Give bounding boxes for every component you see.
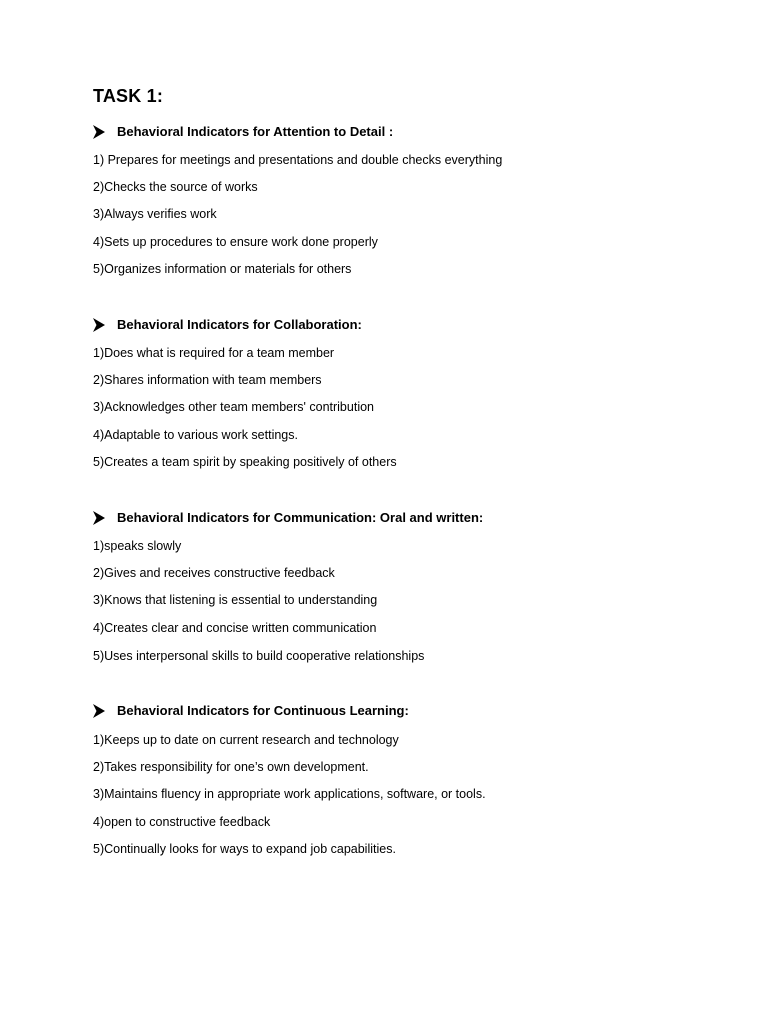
arrowhead-bullet-icon bbox=[92, 124, 106, 140]
arrowhead-bullet-icon bbox=[92, 703, 106, 719]
list-item: 1)Keeps up to date on current research and technology bbox=[93, 733, 399, 747]
list-item: 4)Sets up procedures to ensure work done properly bbox=[93, 235, 378, 249]
list-item: 2)Shares information with team members bbox=[93, 373, 322, 387]
task-title: TASK 1: bbox=[93, 86, 164, 106]
section-heading bbox=[0, 703, 700, 721]
section-heading-text: Behavioral Indicators for Collaboration: bbox=[117, 317, 362, 332]
list-item: 4)Adaptable to various work settings. bbox=[93, 428, 298, 442]
list-item: 2)Checks the source of works bbox=[93, 180, 258, 194]
list-item: 5)Creates a team spirit by speaking positively of others bbox=[93, 455, 397, 469]
list-item: 2)Takes responsibility for one’s own development. bbox=[93, 760, 369, 774]
list-item: 1) Prepares for meetings and presentations and double checks everything bbox=[93, 153, 503, 167]
list-item: 1)Does what is required for a team member bbox=[93, 346, 335, 360]
arrowhead-bullet-icon bbox=[92, 510, 106, 526]
list-item: 3)Maintains fluency in appropriate work applications, software, or tools. bbox=[93, 787, 486, 801]
list-item: 2)Gives and receives constructive feedback bbox=[93, 566, 335, 580]
section-heading bbox=[0, 510, 700, 528]
list-item: 4)Creates clear and concise written communication bbox=[93, 621, 377, 635]
list-item: 4)open to constructive feedback bbox=[93, 815, 271, 829]
list-item: 1)speaks slowly bbox=[93, 539, 182, 553]
list-item: 5)Organizes information or materials for others bbox=[93, 262, 352, 276]
list-item: 3)Acknowledges other team members' contribution bbox=[93, 400, 374, 414]
list-item: 3)Always verifies work bbox=[93, 207, 217, 221]
section-heading bbox=[0, 317, 700, 335]
list-item: 5)Uses interpersonal skills to build cooperative relationships bbox=[93, 649, 425, 663]
arrowhead-bullet-icon bbox=[92, 317, 106, 333]
section-heading-text: Behavioral Indicators for Continuous Learning: bbox=[117, 703, 409, 718]
list-item: 3)Knows that listening is essential to understanding bbox=[93, 593, 378, 607]
section-heading-text: Behavioral Indicators for Communication: Oral and written: bbox=[117, 510, 484, 525]
section-heading-text: Behavioral Indicators for Attention to Detail : bbox=[117, 124, 394, 139]
list-item: 5)Continually looks for ways to expand job capabilities. bbox=[93, 842, 396, 856]
section-heading bbox=[0, 124, 700, 142]
